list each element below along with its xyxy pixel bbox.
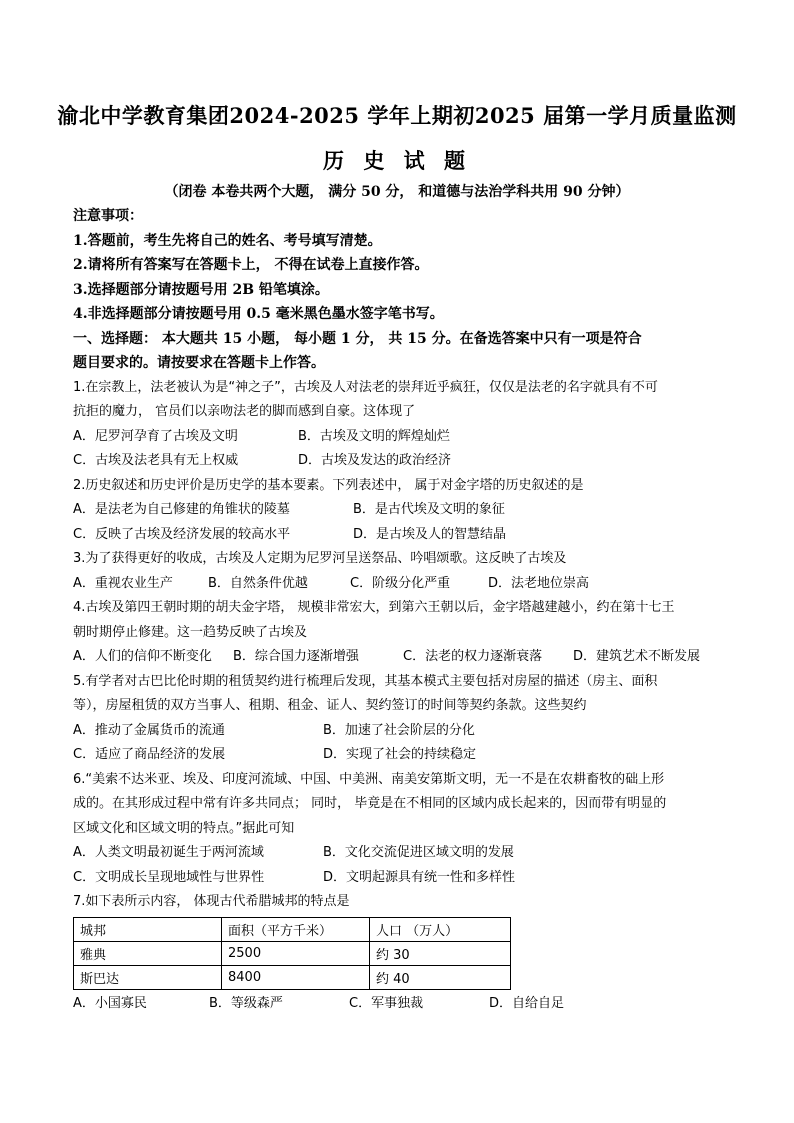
question-stem: 抗拒的魔力， 官员们以亲吻法老的脚而感到自豪。这体现了: [73, 404, 416, 419]
option-row: [73, 425, 723, 450]
question-3: [73, 547, 723, 596]
exam-title: 渝北中学教育集团2024-2025 学年上期初2025 届第一学月质量监测: [57, 103, 737, 128]
question-stem: 1.在宗教上，法老被认为是“神之子”，古埃及人对法老的崇拜近乎疯狂，仅仅是法老的名字就具有不可: [73, 379, 658, 395]
answer-option[interactable]: B．加速了社会阶层的分化: [323, 722, 475, 738]
answer-option[interactable]: C．文明成长呈现地域性与世界性: [73, 869, 265, 885]
option-row: [73, 866, 723, 891]
answer-option[interactable]: B．综合国力逐渐增强: [233, 649, 359, 664]
question-stem: 等），房屋租赁的双方当事人、租期、租金、证人、契约签订的时间等契约条款。这些契约: [73, 698, 587, 713]
question-5: [73, 670, 723, 768]
city-state-table: [73, 917, 511, 990]
table-cell: 8400: [222, 965, 370, 989]
answer-option[interactable]: C．阶级分化严重: [350, 575, 451, 591]
answer-option[interactable]: D．法老地位崇高: [488, 575, 590, 591]
exam-info: （闭卷 本卷共两个大题， 满分 50 分， 和道德与法治学科共用 90 分钟）: [164, 184, 630, 200]
table-row: [74, 941, 511, 965]
table-cell: 约 30: [370, 941, 511, 965]
answer-option[interactable]: A．推动了金属货币的流通: [73, 722, 225, 738]
table-cell: 约 40: [370, 965, 511, 989]
table-header-row: [74, 917, 511, 941]
question-1: [73, 376, 723, 474]
option-row: [73, 719, 723, 744]
answer-option[interactable]: A．重视农业生产: [73, 575, 173, 591]
option-row: [73, 992, 723, 1017]
answer-option[interactable]: A．小国寡民: [73, 995, 147, 1011]
answer-option[interactable]: C．军事独裁: [349, 995, 424, 1011]
question-7: [73, 890, 723, 1016]
answer-option[interactable]: D．建筑艺术不断发展: [573, 649, 701, 664]
section-heading: 一、选择题： 本大题共 15 小题， 每小题 1 分， 共 15 分。在备选答案中只有一项是符合: [73, 330, 642, 347]
answer-option[interactable]: B．自然条件优越: [208, 575, 308, 591]
answer-option[interactable]: A．是法老为自己修建的角锥状的陵墓: [73, 502, 290, 517]
table-cell: 2500: [222, 941, 370, 965]
answer-option[interactable]: D．古埃及发达的政治经济: [298, 453, 452, 468]
answer-option[interactable]: D．自给自足: [489, 995, 565, 1011]
answer-option[interactable]: C．法老的权力逐渐衰落: [403, 649, 543, 664]
question-stem: 7.如下表所示内容， 体现古代希腊城邦的特点是: [73, 894, 350, 909]
answer-option[interactable]: A．尼罗河孕育了古埃及文明: [73, 428, 238, 444]
answer-option[interactable]: B．是古代埃及文明的象征: [353, 502, 505, 517]
question-list: [73, 376, 723, 1017]
table-row: [74, 965, 511, 989]
table-cell: 斯巴达: [74, 965, 222, 989]
section-heading-cont: 题目要求的。请按要求在答题卡上作答。: [73, 355, 325, 371]
table-cell: 雅典: [74, 941, 222, 965]
notice-heading: 注意事项：: [73, 208, 143, 224]
question-stem: 朝时期停止修建。这一趋势反映了古埃及: [73, 624, 308, 640]
answer-option[interactable]: B．文化交流促进区域文明的发展: [323, 845, 514, 860]
question-stem: 4.古埃及第四王朝时期的胡夫金字塔， 规模非常宏大，到第六王朝以后，金字塔越建越小，约在第十七王: [73, 600, 675, 615]
notice-item: 4.非选择题部分请按题号用 0.5 毫米黑色墨水签字笔书写。: [73, 306, 444, 322]
option-row: [73, 449, 723, 474]
notice-item: 2.请将所有答案写在答题卡上， 不得在试卷上直接作答。: [73, 257, 429, 273]
option-row: [73, 498, 723, 523]
answer-option[interactable]: B．古埃及文明的辉煌灿烂: [298, 428, 450, 444]
answer-option[interactable]: C．古埃及法老具有无上权威: [73, 453, 239, 468]
exam-content: [73, 204, 723, 1016]
table-header-cell: 城邦: [74, 917, 222, 941]
answer-option[interactable]: C．适应了商品经济的发展: [73, 747, 226, 762]
answer-option[interactable]: B．等级森严: [209, 995, 283, 1011]
subject-title: 历 史 试 题: [323, 148, 471, 173]
answer-option[interactable]: D．实现了社会的持续稳定: [323, 747, 477, 762]
option-row: [73, 743, 723, 768]
question-stem: 3.为了获得更好的收成，古埃及人定期为尼罗河呈送祭品、吟唱颂歌。这反映了古埃及: [73, 551, 567, 566]
option-row: [73, 523, 723, 548]
option-row: [73, 645, 723, 670]
answer-option[interactable]: D．文明起源具有统一性和多样性: [323, 869, 516, 885]
question-stem: 5.有学者对古巴比伦时期的租赁契约进行梳理后发现，其基本模式主要包括对房屋的描述（房主、面积: [73, 673, 658, 689]
notice-item: 1.答题前，考生先将自己的姓名、考号填写清楚。: [73, 232, 382, 249]
answer-option[interactable]: A．人们的信仰不断变化: [73, 649, 212, 664]
table-header-cell: 面积（平方千米）: [222, 917, 370, 941]
question-stem: 成的。在其形成过程中常有许多共同点； 同时， 毕竟是在不相同的区域内成长起来的，因而带有明显的: [73, 796, 667, 811]
answer-option[interactable]: D．是古埃及人的智慧结晶: [353, 526, 507, 542]
notice-item: 3.选择题部分请按题号用 2B 铅笔填涂。: [73, 281, 329, 298]
question-6: [73, 768, 723, 891]
answer-option[interactable]: A．人类文明最初诞生于两河流域: [73, 845, 264, 860]
question-stem: 6.“美索不达米亚、埃及、印度河流域、中国、中美洲、南美安第斯文明，无一不是在农耕畜牧的础上形: [73, 771, 665, 787]
question-4: [73, 596, 723, 670]
option-row: [73, 841, 723, 866]
answer-option[interactable]: C．反映了古埃及经济发展的较高水平: [73, 526, 291, 542]
question-stem: 2.历史叙述和历史评价是历史学的基本要素。下列表述中， 属于对金字塔的历史叙述的是: [73, 477, 584, 493]
question-2: [73, 474, 723, 548]
option-row: [73, 572, 723, 597]
question-stem: 区域文化和区域文明的特点。”据此可知: [73, 820, 295, 836]
table-header-cell: 人口 （万人）: [370, 917, 511, 941]
